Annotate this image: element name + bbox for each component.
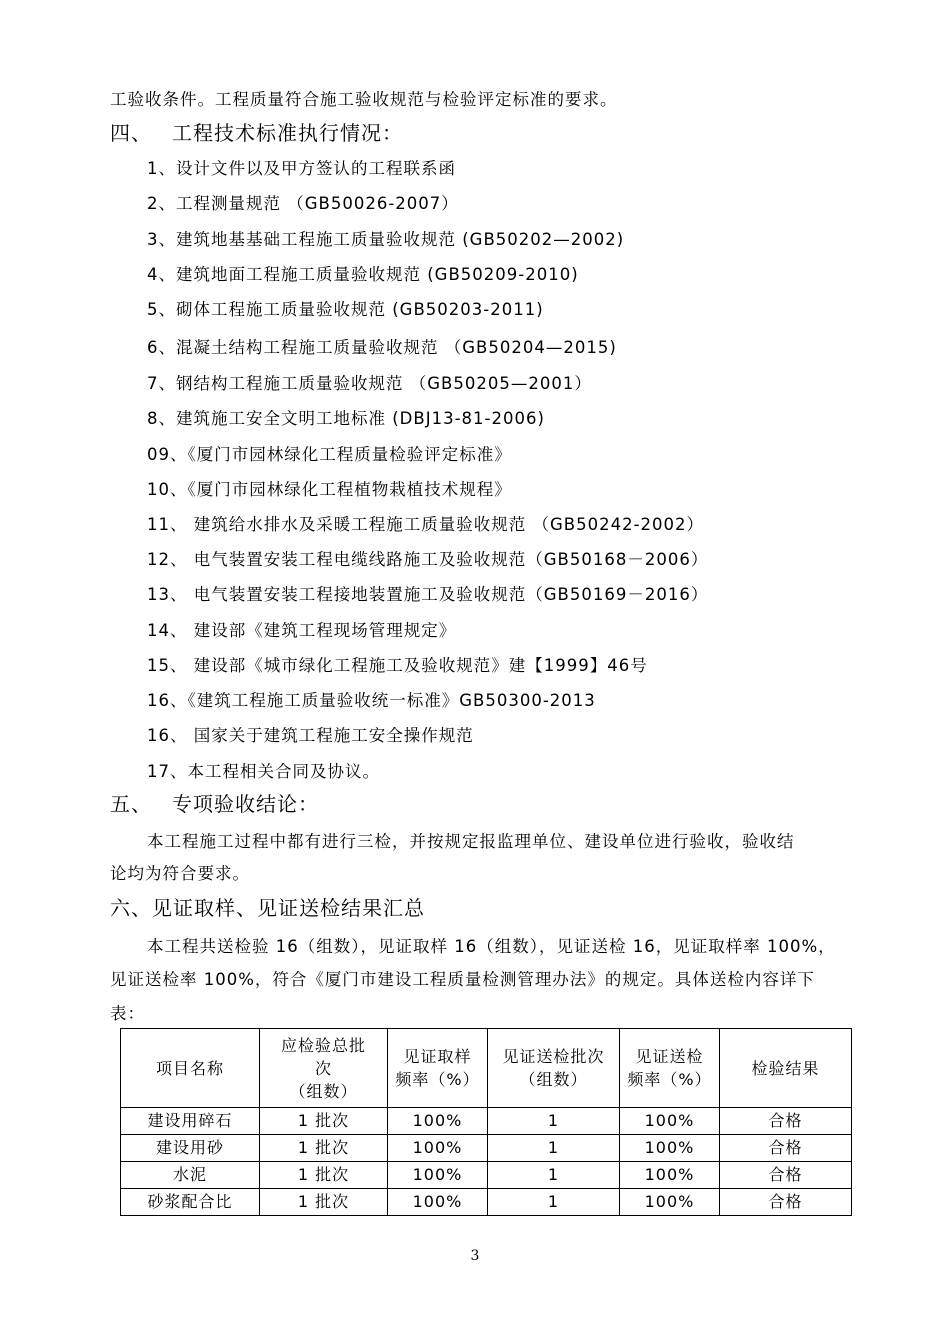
- standard-item: 6、混凝土结构工程施工质量验收规范 （GB50204—2015): [147, 338, 617, 357]
- standard-item: 2、工程测量规范 （GB50026-2007）: [147, 194, 459, 213]
- header-result: 检验结果: [720, 1029, 852, 1108]
- section5-paragraph-line: 本工程施工过程中都有进行三检，并按规定报监理单位、建设单位进行验收，验收结: [147, 832, 795, 851]
- cell-result: 合格: [720, 1189, 852, 1216]
- standard-item: 11、 建筑给水排水及采暖工程施工质量验收规范 （GB50242-2002）: [147, 515, 705, 534]
- header-witness-batches: 见证送检批次 （组数）: [488, 1029, 620, 1108]
- cell-item-name: 建设用碎石: [121, 1108, 260, 1135]
- cell-witness-rate: 100%: [620, 1162, 720, 1189]
- standard-item: 09、《厦门市园林绿化工程质量检验评定标准》: [147, 445, 512, 464]
- standard-item: 3、建筑地基基础工程施工质量验收规范 (GB50202—2002): [147, 230, 625, 249]
- section5-paragraph-line: 论均为符合要求。: [110, 864, 250, 883]
- standard-item: 5、砌体工程施工质量验收规范 (GB50203-2011): [147, 300, 544, 319]
- cell-witness-batches: 1: [488, 1189, 620, 1216]
- section5-number: 五、: [110, 792, 152, 816]
- table-row: [121, 1162, 852, 1189]
- standard-item: 1、设计文件以及甲方签认的工程联系函: [147, 159, 456, 178]
- cell-sampling-rate: 100%: [388, 1162, 488, 1189]
- cell-witness-rate: 100%: [620, 1135, 720, 1162]
- standard-item: 14、 建设部《建筑工程现场管理规定》: [147, 621, 457, 640]
- standard-item: 4、建筑地面工程施工质量验收规范 (GB50209-2010): [147, 265, 579, 284]
- cell-total-batches: 1 批次: [260, 1135, 388, 1162]
- cell-total-batches: 1 批次: [260, 1108, 388, 1135]
- standard-item: 17、本工程相关合同及协议。: [147, 762, 380, 781]
- section6-paragraph-line: 本工程共送检验 16（组数），见证取样 16（组数），见证送检 16，见证取样率 100%，: [147, 937, 836, 956]
- section6-paragraph-line: 见证送检率 100%，符合《厦门市建设工程质量检测管理办法》的规定。具体送检内容详下: [110, 970, 815, 989]
- section4-heading: [110, 117, 403, 146]
- cell-result: 合格: [720, 1135, 852, 1162]
- standard-item: 7、钢结构工程施工质量验收规范 （GB50205—2001）: [147, 374, 592, 393]
- standard-item: 16、《建筑工程施工质量验收统一标准》GB50300-2013: [147, 691, 596, 710]
- standard-item: 10、《厦门市园林绿化工程植物栽植技术规程》: [147, 480, 512, 499]
- cell-witness-rate: 100%: [620, 1108, 720, 1135]
- cell-item-name: 建设用砂: [121, 1135, 260, 1162]
- cell-item-name: 砂浆配合比: [121, 1189, 260, 1216]
- header-sampling-rate: 见证取样 频率（%）: [388, 1029, 488, 1108]
- section5-heading: [110, 788, 319, 817]
- header-item-name: 项目名称: [121, 1029, 260, 1108]
- section4-title: 工程技术标准执行情况：: [172, 121, 403, 145]
- standard-item: 15、 建设部《城市绿化工程施工及验收规范》建【1999】46号: [147, 656, 648, 675]
- table-row: [121, 1135, 852, 1162]
- cell-item-name: 水泥: [121, 1162, 260, 1189]
- standard-item: 16、 国家关于建筑工程施工安全操作规范: [147, 726, 474, 745]
- section5-title: 专项验收结论：: [172, 792, 319, 816]
- cell-witness-batches: 1: [488, 1135, 620, 1162]
- table-header-row: [121, 1029, 852, 1108]
- standard-item: 8、建筑施工安全文明工地标准 (DBJ13-81-2006): [147, 409, 545, 428]
- cell-sampling-rate: 100%: [388, 1108, 488, 1135]
- cell-witness-batches: 1: [488, 1108, 620, 1135]
- cell-result: 合格: [720, 1108, 852, 1135]
- cell-sampling-rate: 100%: [388, 1189, 488, 1216]
- cell-result: 合格: [720, 1162, 852, 1189]
- section4-number: 四、: [110, 121, 152, 145]
- table-row: [121, 1108, 852, 1135]
- section6-heading: 六、见证取样、见证送检结果汇总: [110, 896, 425, 920]
- cell-total-batches: 1 批次: [260, 1162, 388, 1189]
- header-total-batches: 应检验总批 次 （组数）: [260, 1029, 388, 1108]
- page-number: 3: [470, 1248, 480, 1264]
- section6-paragraph-line: 表：: [110, 1004, 145, 1023]
- inspection-results-table: [120, 1028, 852, 1216]
- standard-item: 12、 电气装置安装工程电缆线路施工及验收规范（GB50168－2006）: [147, 550, 709, 569]
- cell-sampling-rate: 100%: [388, 1135, 488, 1162]
- cell-total-batches: 1 批次: [260, 1189, 388, 1216]
- header-witness-rate: 见证送检 频率（%）: [620, 1029, 720, 1108]
- cell-witness-batches: 1: [488, 1162, 620, 1189]
- intro-line: 工验收条件。工程质量符合施工验收规范与检验评定标准的要求。: [110, 90, 618, 109]
- cell-witness-rate: 100%: [620, 1189, 720, 1216]
- standard-item: 13、 电气装置安装工程接地装置施工及验收规范（GB50169－2016）: [147, 585, 709, 604]
- table-row: [121, 1189, 852, 1216]
